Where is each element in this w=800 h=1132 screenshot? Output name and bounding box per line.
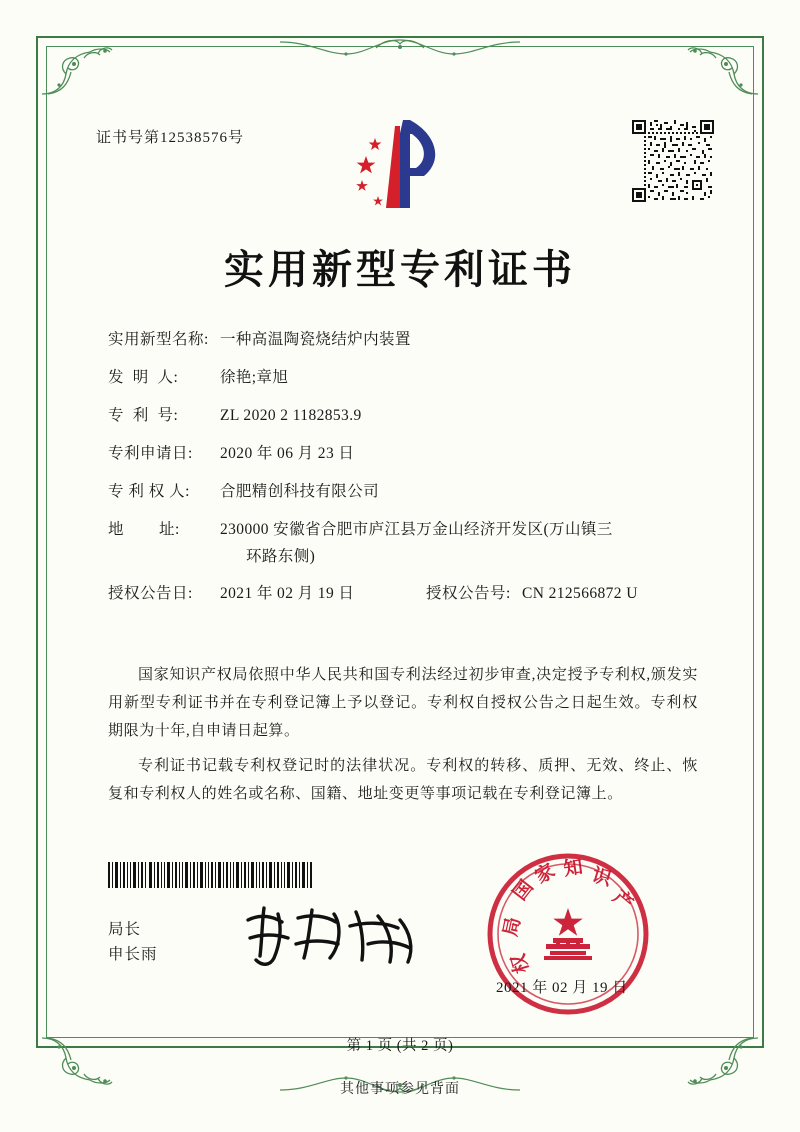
footnote: 其他事项参见背面 xyxy=(340,1082,460,1097)
svg-text:权: 权 xyxy=(507,951,534,976)
field-label: 专 利 权 人: xyxy=(108,482,190,500)
grant-date-value: 2021 年 02 月 19 日 xyxy=(220,585,355,603)
handwritten-signature xyxy=(238,900,428,972)
field-row-application-date xyxy=(108,444,708,465)
field-row-utility-model-name xyxy=(108,330,708,351)
field-value: 2020 年 06 月 23 日 xyxy=(220,444,355,462)
grant-number-value: CN 212566872 U xyxy=(522,585,638,603)
field-label: 实用新型名称: xyxy=(108,331,209,348)
corner-ornament-icon xyxy=(666,38,762,98)
field-row-address xyxy=(108,520,708,568)
grant-date-label: 授权公告日: xyxy=(108,585,193,603)
field-value-address xyxy=(220,520,708,568)
svg-text:识: 识 xyxy=(589,864,614,891)
top-edge-ornament-icon xyxy=(280,36,520,62)
director-name: 申长雨 xyxy=(108,945,158,963)
field-row-inventor xyxy=(108,368,708,389)
page-number: 第 1 页 (共 2 页) xyxy=(346,1038,454,1054)
field-value: 合肥精创科技有限公司 xyxy=(220,482,380,500)
signature-block xyxy=(108,918,158,968)
svg-text:知: 知 xyxy=(562,855,585,881)
field-value: 一种高温陶瓷烧结炉内装置 xyxy=(220,331,411,348)
qr-code xyxy=(632,120,714,202)
field-value: 徐艳;章旭 xyxy=(220,368,289,386)
field-label: 地 址: xyxy=(108,520,180,538)
address-line-1: 230000 安徽省合肥市庐江县万金山经济开发区(万山镇三 xyxy=(220,520,613,538)
field-label: 发 明 人: xyxy=(108,368,179,386)
certificate-number: 证书号第12538576号 xyxy=(96,130,245,146)
svg-text:家: 家 xyxy=(531,859,559,889)
seal-date: 2021 年 02 月 19 日 xyxy=(496,980,628,996)
field-row-grant-announcement xyxy=(108,584,708,605)
certificate-body-text xyxy=(108,662,698,817)
corner-ornament-icon xyxy=(38,38,134,98)
cnipa-logo-icon xyxy=(340,112,460,216)
grant-number-label: 授权公告号: xyxy=(426,585,511,603)
paragraph-1: 国家知识产权局依照中华人民共和国专利法经过初步审查,决定授予专利权,颁发实用新型专利证书并在专利登记簿上予以登记。专利权自授权公告之日起生效。专利权期限为十年,自申请日起算。 xyxy=(108,667,698,739)
svg-text:产: 产 xyxy=(608,885,638,915)
director-role-label: 局长 xyxy=(108,921,142,938)
field-label: 专 利 号: xyxy=(108,406,179,424)
field-row-patent-number xyxy=(108,406,708,427)
field-value: ZL 2020 2 1182853.9 xyxy=(220,406,362,424)
paragraph-2: 专利证书记载专利权登记时的法律状况。专利权的转移、质押、无效、终止、恢复和专利权人的姓名或名称、国籍、地址变更等事项记载在专利登记簿上。 xyxy=(108,758,698,802)
barcode xyxy=(108,862,314,888)
field-row-patentee xyxy=(108,482,708,503)
svg-text:局: 局 xyxy=(499,915,525,939)
field-label: 专利申请日: xyxy=(108,444,193,462)
page-title: 实用新型专利证书 xyxy=(224,246,576,293)
address-line-2: 环路东侧) xyxy=(246,547,316,565)
patent-fields xyxy=(108,330,708,622)
svg-text:国: 国 xyxy=(508,876,538,905)
